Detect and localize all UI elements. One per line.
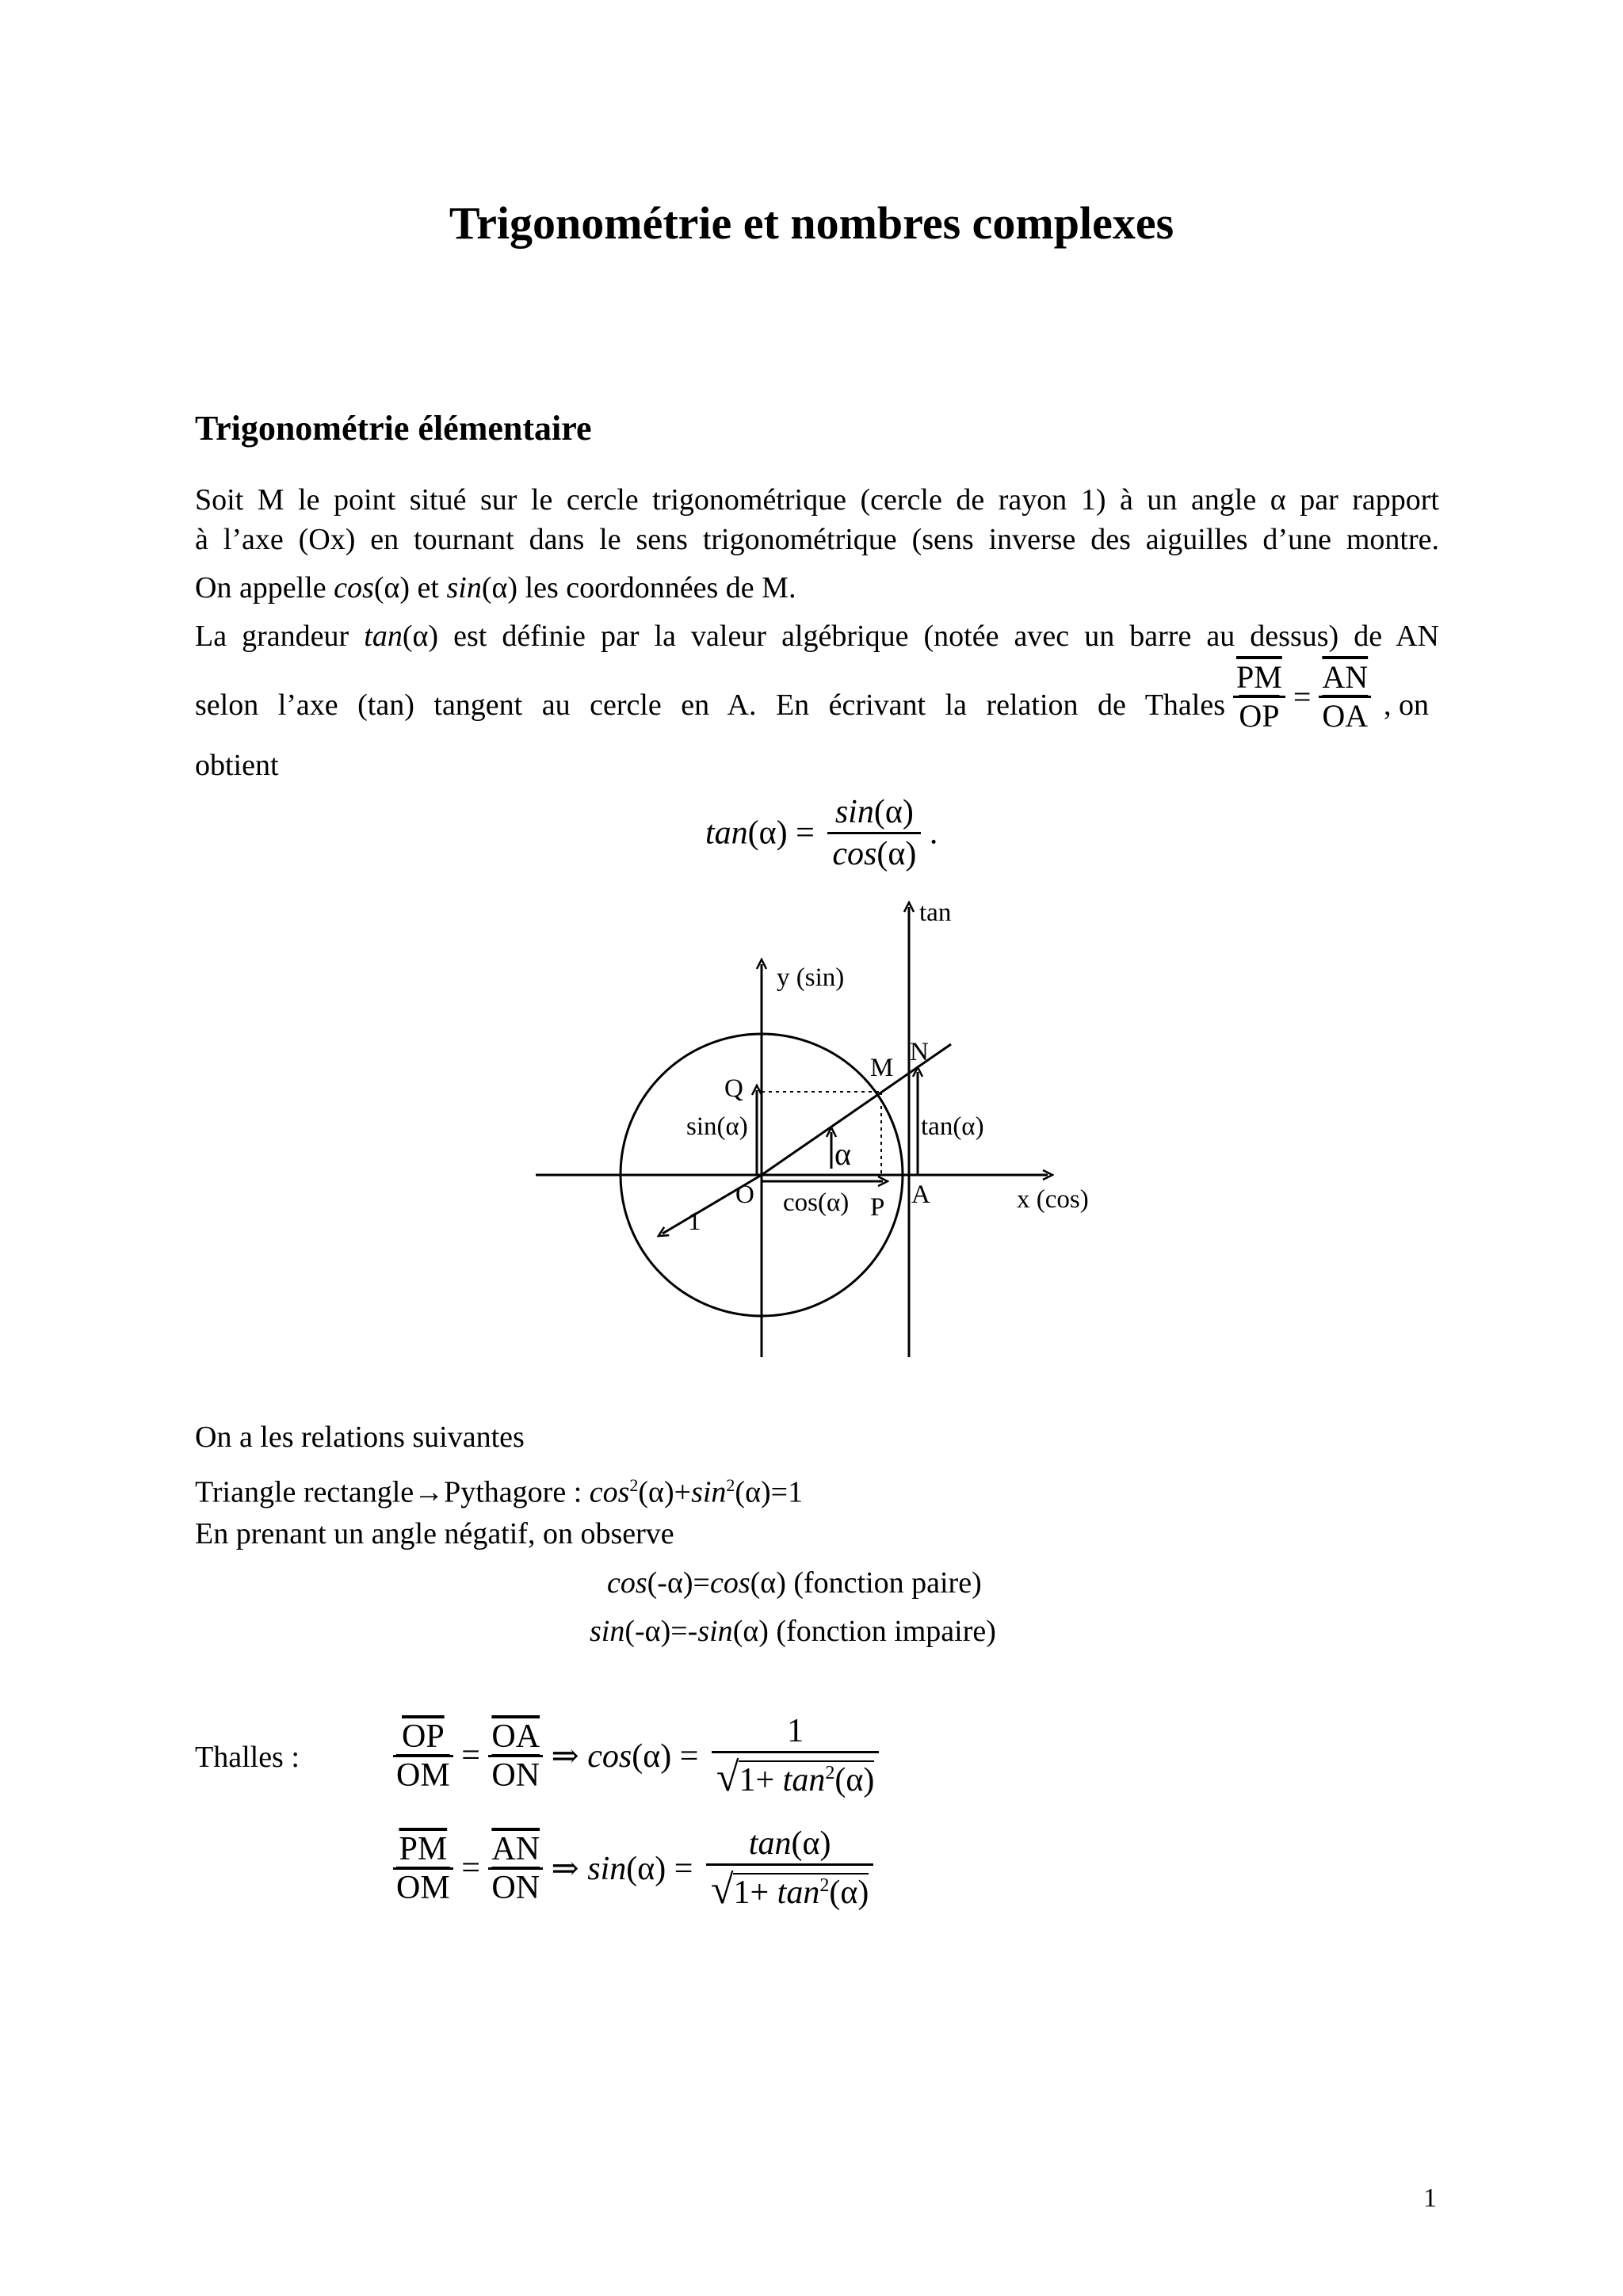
relations-line-1: On a les relations suivantes: [195, 1421, 525, 1454]
label-y-axis: y (sin): [777, 963, 845, 992]
intro-line-5-end: , on: [1384, 688, 1429, 722]
tan-formula: tan(α) = $\frac{\sin(\alpha)}{\cos(\alpha)}$ .: [705, 794, 938, 872]
label-radius: 1: [688, 1207, 701, 1236]
label-n: N: [910, 1038, 929, 1066]
relations-line-2: Triangle rectangle→Pythagore : $\cos^2(\alpha)+\sin^2(\alpha)=1$: [195, 1475, 804, 1509]
page-title: Trigonométrie et nombres complexes: [449, 197, 1174, 249]
label-a: A: [911, 1180, 930, 1209]
relation-cos-even: cos(-α)=cos(α) (fonction paire): [607, 1566, 982, 1600]
intro-line-2: à l’axe (Ox) en tournant dans le sens trigonométrique (sens inverse des aiguilles d’une montre.: [195, 523, 1439, 556]
page-number: 1: [1423, 2183, 1437, 2213]
intro-line-4: La grandeur tan(α) est définie par la valeur algébrique (notée avec un barre au dessus) de AN: [195, 620, 1439, 653]
thalles-row-2: $\frac{\overline{PM}}{OM}$ = $\frac{\overline{AN}}{ON}$ ⇒ sin(α) = $\frac{\tan(\alpha)}{√1+ \tan^2(\alpha)}$: [393, 1824, 873, 1913]
intro-line-6: obtient: [195, 749, 279, 782]
intro-line-1: Soit M le point situé sur le cercle trigonométrique (cercle de rayon 1) à un angle α par rapport: [195, 483, 1439, 517]
thales-fraction: $\frac{\overline{PM}}{OP}$ = $\frac{\overline{AN}}{OA}$: [1233, 659, 1371, 734]
label-m: M: [870, 1054, 894, 1082]
label-tan-axis: tan: [919, 898, 952, 927]
label-alpha: α: [834, 1136, 851, 1172]
relations-line-3: En prenant un angle négatif, on observe: [195, 1517, 674, 1550]
label-o: O: [735, 1180, 754, 1209]
thalles-row-1: $\frac{\overline{OP}}{OM}$ = $\frac{\overline{OA}}{ON}$ ⇒ cos(α) = $\frac{1}{√1+ \tan^2(\alpha)}$: [393, 1711, 879, 1800]
label-q: Q: [724, 1074, 743, 1103]
thalles-label: Thalles :: [195, 1741, 300, 1774]
relation-sin-odd: sin(-α)=-sin(α) (fonction impaire): [590, 1615, 996, 1648]
label-tan: tan(α): [921, 1112, 984, 1141]
label-p: P: [870, 1193, 885, 1222]
intro-line-3: On appelle cos(α) et sin(α) les coordonnées de M.: [195, 571, 796, 605]
label-sin: sin(α): [686, 1112, 748, 1141]
section-heading: Trigonométrie élémentaire: [195, 409, 592, 448]
label-x-axis: x (cos): [1017, 1185, 1089, 1214]
intro-line-5: selon l’axe (tan) tangent au cercle en A. En écrivant la relation de Thales: [195, 688, 1225, 722]
label-cos: cos(α): [783, 1188, 850, 1217]
